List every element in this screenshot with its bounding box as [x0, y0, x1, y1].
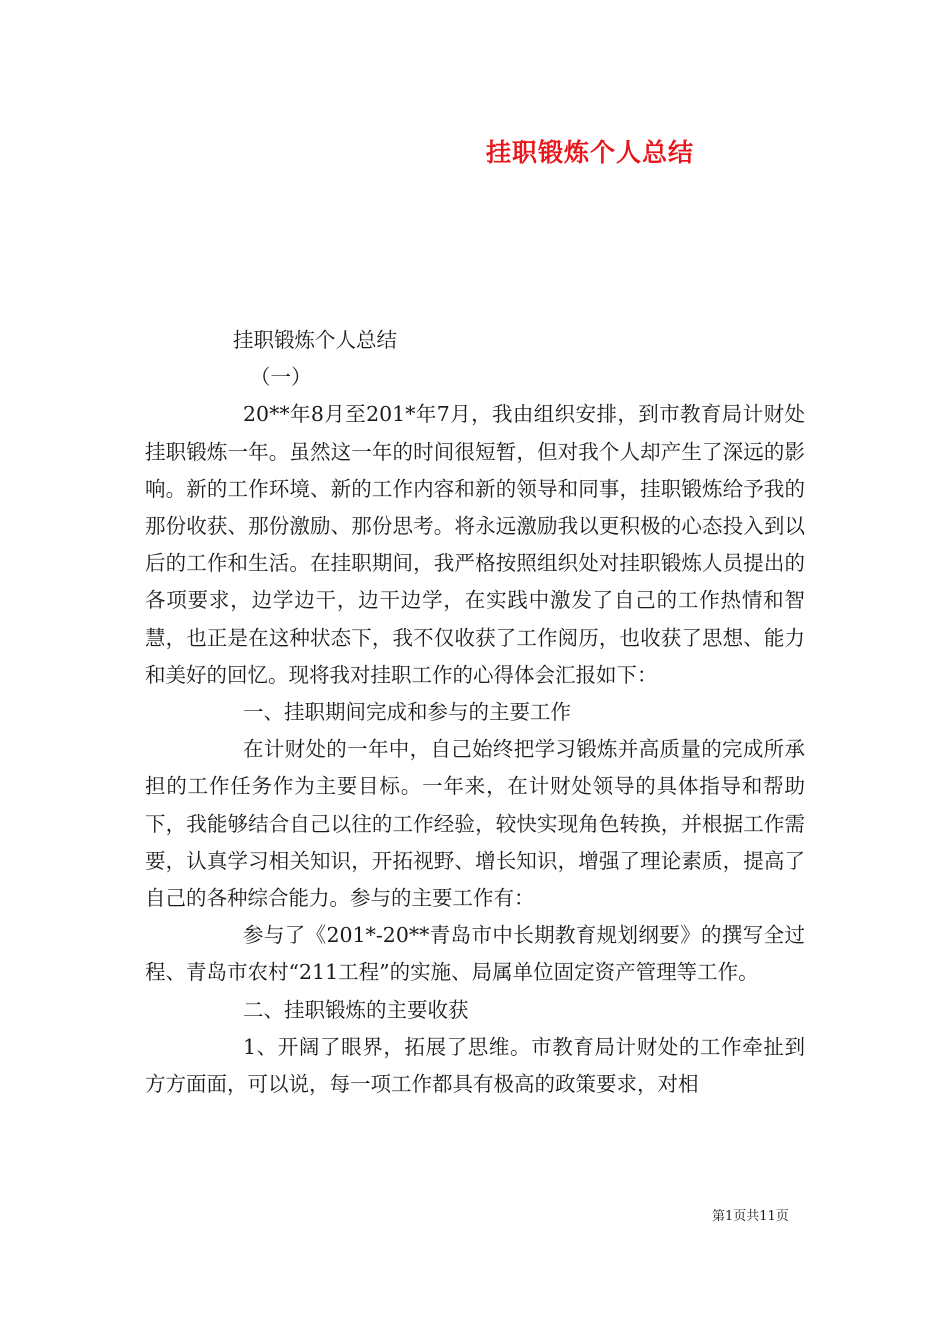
document-title: 挂职锻炼个人总结 [485, 138, 694, 167]
heading-main-work: 一、挂职期间完成和参与的主要工作 [243, 700, 571, 725]
page-number: 第1页共11页 [712, 1209, 789, 1224]
heading-main-gains: 二、挂职锻炼的主要收获 [243, 997, 469, 1022]
document-subtitle: 挂职锻炼个人总结 [233, 328, 397, 352]
paragraph-main-work: 在计财处的一年中，自己始终把学习锻炼并高质量的完成所承担的工作任务作为主要目标。一年来，在计财处领导的具体指导和帮助下，我能够结合自己以往的工作经验，较快实现角色转换，并根据工作需要，认真学习相关知识，开拓视野、增长知识，增强了理论素质，提高了自己的各种综合能力。参与的主要工作有： [145, 737, 805, 911]
paragraph-participation: 参与了《201*-20**青岛市中长期教育规划纲要》的撰写全过程、青岛市农村“211工程”的实施、局属单位固定资产管理等工作。 [145, 923, 805, 985]
paragraph-intro: 20**年8月至201*年7月，我由组织安排，到市教育局计财处挂职锻炼一年。虽然这一年的时间很短暂，但对我个人却产生了深远的影响。新的工作环境、新的工作内容和新的领导和同事，挂职锻炼给予我的那份收获、那份激励、那份思考。将永远激励我以更积极的心态投入到以后的工作和生活。在挂职期间，我严格按照组织处对挂职锻炼人员提出的各项要求，边学边干，边干边学，在实践中激发了自己的工作热情和智慧，也正是在这种状态下，我不仅收获了工作阅历，也收获了思想、能力和美好的回忆。现将我对挂职工作的心得体会汇报如下： [145, 402, 805, 687]
paragraph-gain-1: 1、开阔了眼界，拓展了思维。市教育局计财处的工作牵扯到方方面面，可以说，每一项工作都具有极高的政策要求，对相 [145, 1034, 805, 1097]
section-number: （一） [250, 365, 312, 390]
document-body [145, 322, 805, 1103]
